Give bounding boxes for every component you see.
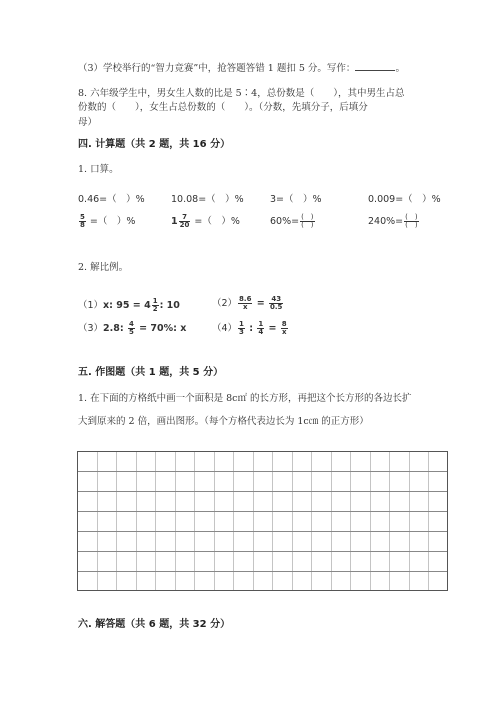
- proportion-3: （3）2.8: $\frac{4}{5}$ = 70%: x: [78, 320, 187, 336]
- proportion-1: （1）x: 95 = 4 $\frac{1}{2}$ : 10: [78, 297, 180, 313]
- oral-calc-2: 10.08=（ ）%: [171, 194, 244, 205]
- oral-calc-7: 60%= $\frac{( )}{( )}$: [270, 213, 314, 229]
- section-5-title: 五. 作图题（共 1 题，共 5 分）: [78, 367, 224, 378]
- section-6-title: 六. 解答题（共 6 题，共 32 分）: [78, 619, 231, 630]
- draw-question-line-2: 大到原来的 2 倍，画出图形。（每个方格代表边长为 1c㎝ 的正方形）: [78, 416, 369, 427]
- oral-calc-5: $\frac{5}{8}$ =（ ）%: [80, 213, 136, 229]
- question-3-text: （3）学校举行的“智力竞赛”中，抢答题答错 1 题扣 5 分。写作：: [78, 63, 356, 74]
- calc-1-label: 1. 口算。: [78, 164, 119, 175]
- fraction: $\frac{1}{4}$: [258, 320, 264, 336]
- fraction: $\frac{5}{8}$: [80, 213, 85, 229]
- fraction: $\frac{1}{3}$: [239, 320, 244, 336]
- question-8-line-3: 母）: [78, 117, 98, 128]
- draw-question-line-1: 1. 在下面的方格纸中画一个面积是 8c㎡ 的长方形，再把这个长方形的各边长扩: [78, 393, 412, 404]
- oral-calc-1: 0.46=（ ）%: [78, 194, 145, 205]
- proportion-4: （4） $\frac{1}{3}$ : $\frac{1}{4}$ = $\frac{8}{x}$: [212, 320, 287, 336]
- proportion-2: （2） $\frac{8.6}{x}$ = $\frac{43}{0.5}$: [212, 295, 283, 311]
- question-3: [78, 60, 405, 76]
- fraction: $\frac{43}{0.5}$: [270, 295, 283, 311]
- fraction: $\frac{7}{20}$: [179, 213, 190, 229]
- answer-blank: [355, 60, 395, 71]
- square-grid-paper[interactable]: [77, 451, 448, 591]
- fraction: $\frac{8}{x}$: [281, 320, 287, 336]
- oral-calc-3: 3=（ ）%: [270, 194, 322, 205]
- oral-calc-4: 0.009=（ ）%: [368, 194, 441, 205]
- question-3-end: 。: [395, 63, 405, 74]
- fraction: $\frac{1}{2}$: [152, 297, 158, 313]
- oral-calc-6: 1 $\frac{7}{20}$ =（ ）%: [171, 213, 240, 229]
- fraction-blank: $\frac{( )}{( )}$: [405, 213, 418, 229]
- fraction: $\frac{8.6}{x}$: [239, 295, 252, 311]
- section-4-title: 四. 计算题（共 2 题，共 16 分）: [78, 139, 231, 150]
- question-8-line-1: 8. 六年级学生中，男女生人数的比是 5∶4，总份数是（ ），其中男生占总: [78, 88, 405, 99]
- calc-2-label: 2. 解比例。: [78, 262, 129, 273]
- fraction: $\frac{4}{5}$: [128, 320, 134, 336]
- fraction-blank: $\frac{( )}{( )}$: [301, 213, 314, 229]
- question-8-line-2: 份数的（ ），女生占总份数的（ ）。（分数，先填分子，后填分: [78, 102, 368, 113]
- oral-calc-8: 240%= $\frac{( )}{( )}$: [368, 213, 418, 229]
